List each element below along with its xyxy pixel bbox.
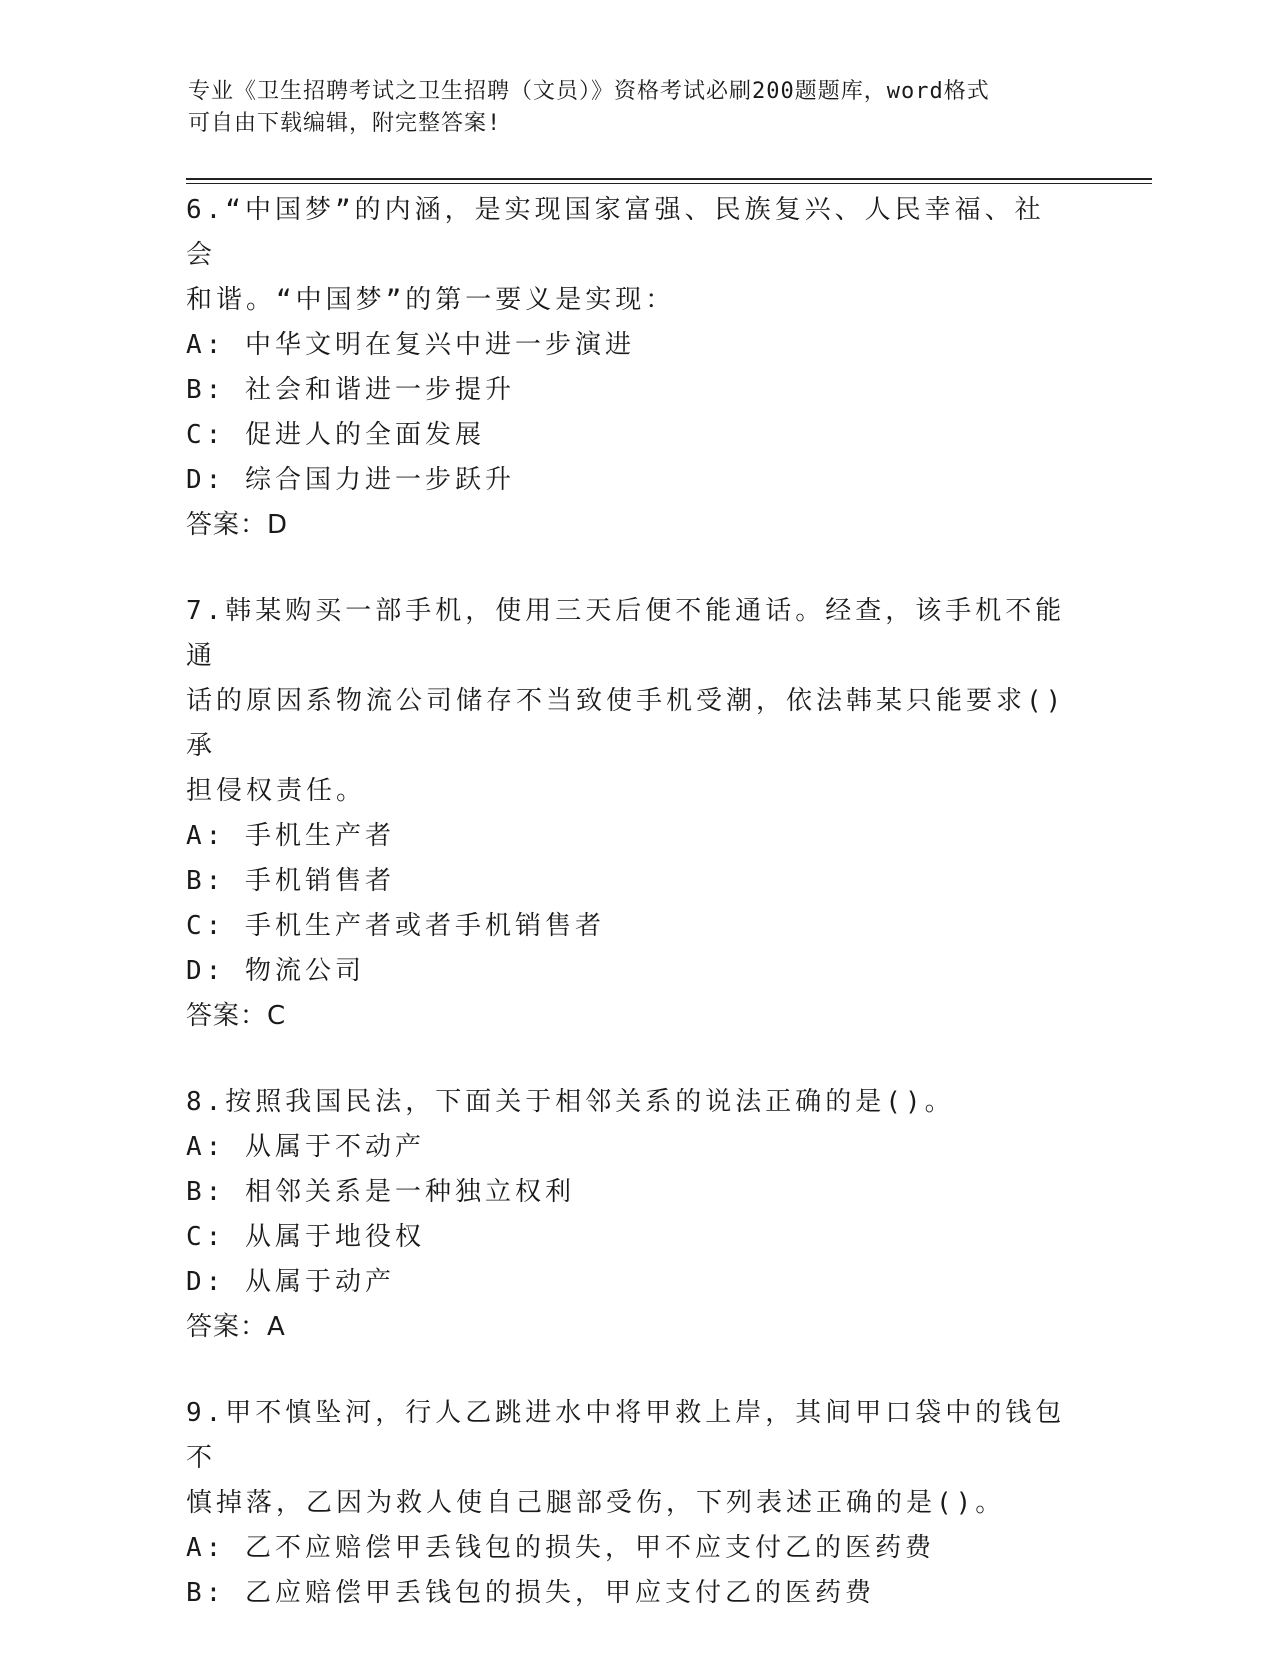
option-c: C: 从属于地役权: [186, 1222, 425, 1252]
option-b: B: 乙应赔偿甲丢钱包的损失，甲应支付乙的医药费: [186, 1578, 875, 1608]
question-8: [186, 1080, 1066, 1349]
question-stem-line: 7.韩某购买一部手机，使用三天后便不能通话。经查，该手机不能通: [186, 596, 1066, 671]
question-stem-line: 6.“中国梦”的内涵，是实现国家富强、民族复兴、人民幸福、社会: [186, 195, 1045, 270]
option-a: A: 乙不应赔偿甲丢钱包的损失，甲不应支付乙的医药费: [186, 1533, 935, 1563]
option-a: A: 中华文明在复兴中进一步演进: [186, 330, 635, 360]
question-stem-line: 8.按照我国民法，下面关于相邻关系的说法正确的是()。: [186, 1087, 955, 1117]
option-b: B: 社会和谐进一步提升: [186, 375, 515, 405]
question-stem-line: 和谐。“中国梦”的第一要义是实现：: [186, 285, 676, 315]
option-b: B: 相邻关系是一种独立权利: [186, 1177, 575, 1207]
answer: 答案：D: [186, 510, 289, 540]
header-divider-thin: [186, 183, 1152, 184]
answer: 答案：C: [186, 1001, 287, 1031]
option-b: B: 手机销售者: [186, 866, 395, 896]
option-d: D: 物流公司: [186, 956, 365, 986]
question-stem-line: 9.甲不慎坠河，行人乙跳进水中将甲救上岸，其间甲口袋中的钱包不: [186, 1398, 1066, 1473]
document-header: [188, 76, 1068, 140]
option-d: D: 综合国力进一步跃升: [186, 465, 515, 495]
question-stem-line: 慎掉落，乙因为救人使自己腿部受伤，下列表述正确的是()。: [186, 1488, 1006, 1518]
question-9: [186, 1391, 1066, 1616]
option-c: C: 促进人的全面发展: [186, 420, 485, 450]
question-stem-line: 话的原因系物流公司储存不当致使手机受潮，依法韩某只能要求()承: [186, 686, 1066, 761]
question-list: [186, 188, 1066, 1658]
option-d: D: 从属于动产: [186, 1267, 395, 1297]
option-a: A: 手机生产者: [186, 821, 395, 851]
answer: 答案：A: [186, 1312, 286, 1342]
header-line-1: 专业《卫生招聘考试之卫生招聘（文员）》资格考试必刷200题题库，word格式: [188, 79, 990, 104]
header-line-2: 可自由下载编辑，附完整答案!: [188, 111, 502, 136]
option-c: C: 手机生产者或者手机销售者: [186, 911, 605, 941]
header-divider-thick: [186, 178, 1152, 180]
question-7: [186, 589, 1066, 1038]
question-stem-line: 担侵权责任。: [186, 776, 367, 806]
question-6: [186, 188, 1066, 547]
option-a: A: 从属于不动产: [186, 1132, 425, 1162]
